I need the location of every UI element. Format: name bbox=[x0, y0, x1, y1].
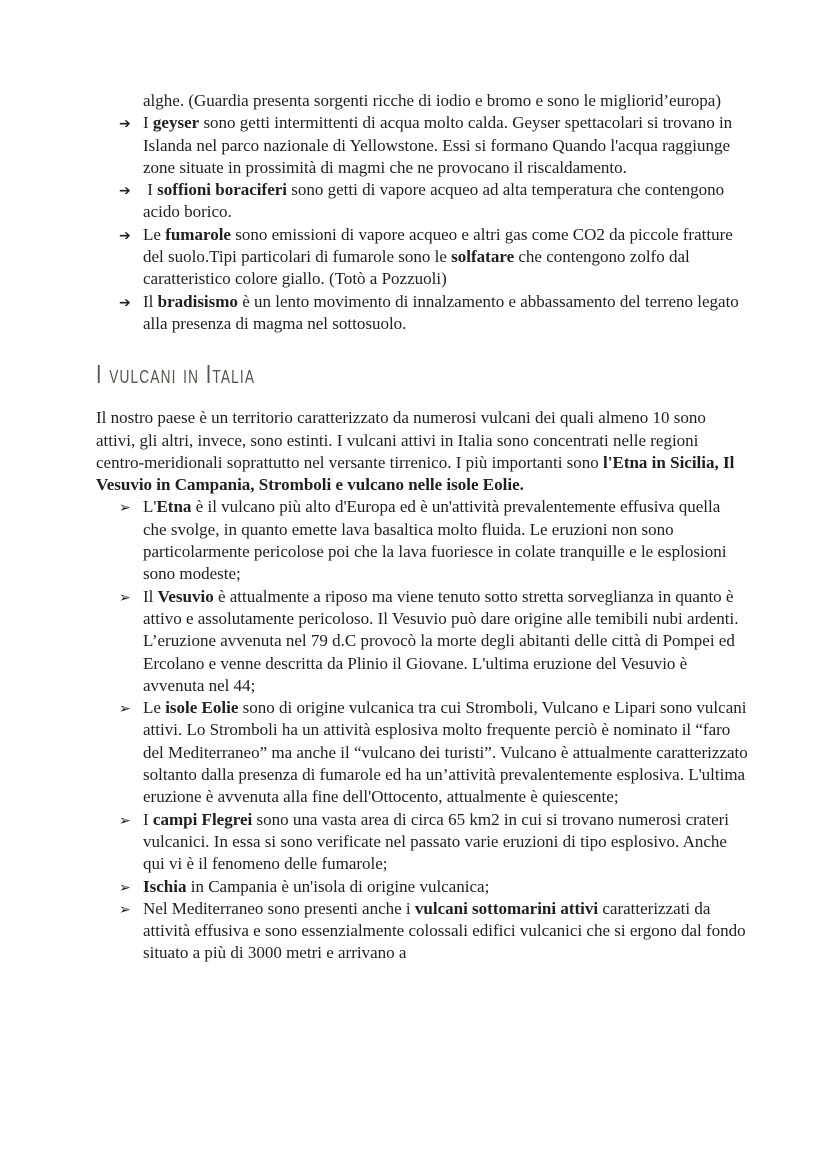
text-run: alghe. (Guardia presenta sorgenti ricche di iodio e bromo e sono le migliorid’europa) bbox=[143, 91, 721, 110]
arrow-bullet-icon: ➢ bbox=[119, 901, 131, 918]
text-run: Il bbox=[143, 586, 158, 606]
arrow-bullet-icon: ➢ bbox=[119, 589, 131, 606]
text-run: sono una vasta area di circa 65 km2 in cui si trovano numerosi crateri vulcanici. In essa si sono verificate nel passato varie eruzioni di tipo esplosivo. Anche qui vi è il fenomeno delle fumarole; bbox=[143, 809, 734, 874]
bold-text: solfatare bbox=[451, 247, 515, 267]
text-run: Il bbox=[143, 291, 158, 311]
list-item bbox=[96, 112, 748, 179]
bold-text: Ischia bbox=[143, 876, 187, 896]
bold-text: geyser bbox=[152, 113, 200, 133]
arrow-bullet-icon: ➢ bbox=[119, 879, 131, 896]
text-run: Nel Mediterraneo sono presenti anche i bbox=[143, 898, 415, 918]
arrow-bullet-icon: ➔ bbox=[119, 116, 131, 133]
text-run: sono emissioni di vapore acqueo e altri gas come CO2 da piccole fratture del suolo.Tipi particolari di fumarole sono le bbox=[143, 224, 738, 267]
bold-text: vulcani sottomarini attivi bbox=[414, 898, 599, 918]
text-run: sono getti di vapore acqueo ad alta temperatura che contengono acido borico. bbox=[143, 180, 729, 222]
list-item-text bbox=[143, 877, 489, 896]
list-item-text bbox=[143, 810, 733, 874]
arrow-bullet-icon: ➢ bbox=[119, 500, 131, 517]
list-item bbox=[96, 224, 748, 291]
text-run: in Campania è un'isola di origine vulcanica; bbox=[186, 876, 490, 896]
list-item-text bbox=[143, 180, 728, 221]
list-item bbox=[96, 179, 748, 224]
text-run: Il nostro paese è un territorio caratterizzato da numerosi vulcani dei quali almeno 10 sono attivi, gli altri, invece, sono estinti. I vulcani attivi in Italia sono concentrati nelle regioni centro-meridionali soprattutto nel versante tirrenico. I più importanti sono bbox=[96, 408, 711, 472]
list-item-text bbox=[143, 225, 737, 289]
text-run: sono getti intermittenti di acqua molto calda. Geyser spettacolari si trovano in Islanda nel parco nazionale di Yellowstone. Essi si formano Quando l'acqua raggiunge zone situate in prossimità di magmi che ne provocano il riscaldamento. bbox=[143, 113, 737, 177]
volcano-list bbox=[96, 496, 752, 964]
bold-text: bradisismo bbox=[157, 291, 238, 311]
text-run: caratterizzati da attività effusiva e sono essenzialmente colossali edifici vulcanici che si ergono dal fondo situato a più di 3000 metri e arrivano a bbox=[143, 898, 750, 963]
arrow-bullet-icon: ➔ bbox=[119, 227, 131, 244]
list-item-text bbox=[143, 91, 721, 110]
list-item bbox=[96, 876, 748, 898]
text-run: I bbox=[143, 809, 153, 829]
text-run: che contengono zolfo dal caratteristico colore giallo. (Totò a Pozzuoli) bbox=[143, 247, 694, 289]
text-run: sono di origine vulcanica tra cui Stromboli, Vulcano e Lipari sono vulcani attivi. Lo Stromboli ha un attività esplosiva molto frequente perciò è nominato il “faro del Mediterraneo” ma anche il “vulcano dei turisti”. Vulcano è attualmente caratterizzato soltanto dalla presenza di fumarole ed ha un’attività prevalentemente esplosiva. L'ultima eruzione è avvenuta alla fine dell'Ottocento, attualmente è quiescente; bbox=[143, 698, 752, 807]
list-item-text bbox=[143, 899, 750, 963]
bold-text: Etna bbox=[156, 497, 192, 517]
bold-text: fumarole bbox=[165, 224, 231, 244]
list-item bbox=[96, 697, 752, 808]
list-item bbox=[96, 809, 748, 876]
text-run: Le bbox=[143, 698, 166, 718]
list-item-text bbox=[143, 113, 736, 177]
list-item bbox=[96, 496, 748, 585]
list-item bbox=[96, 291, 748, 336]
arrow-bullet-icon: ➢ bbox=[119, 701, 131, 718]
bold-text: l'Etna in Sicilia, Il Vesuvio in Campania, Stromboli e vulcano nelle isole Eolie. bbox=[96, 452, 739, 495]
bold-text: soffioni boraciferi bbox=[157, 180, 288, 200]
list-item-text bbox=[143, 587, 743, 695]
phenomena-list bbox=[96, 90, 748, 335]
bold-text: isole Eolie bbox=[165, 698, 239, 718]
list-item-continuation bbox=[96, 90, 748, 112]
list-item-text bbox=[143, 698, 752, 806]
section-heading: I vulcani in Italia bbox=[96, 359, 256, 390]
text-run: L' bbox=[143, 497, 157, 517]
list-item bbox=[96, 586, 748, 697]
text-run: I bbox=[143, 180, 158, 200]
bold-text: campi Flegrei bbox=[152, 809, 253, 829]
text-run: I bbox=[143, 113, 153, 133]
intro-paragraph bbox=[96, 407, 748, 496]
list-item-text bbox=[143, 497, 731, 583]
list-item-text bbox=[143, 292, 743, 333]
arrow-bullet-icon: ➢ bbox=[119, 812, 131, 829]
text-run: è attualmente a riposo ma viene tenuto sotto stretta sorveglianza in quanto è attivo e assolutamente pericoloso. Il Vesuvio può dare origine alle temibili nubi ardenti. L’eruzione avvenuta nel 79 d.C provocò la morte degli abitanti delle città di Pompei ed Ercolano e venne descritta da Plinio il Giovane. L'ultima eruzione del Vesuvio è avvenuta nel 44; bbox=[143, 586, 743, 695]
arrow-bullet-icon: ➔ bbox=[119, 183, 131, 200]
arrow-bullet-icon: ➔ bbox=[119, 294, 131, 311]
bold-text: Vesuvio bbox=[157, 586, 214, 606]
text-run: è il vulcano più alto d'Europa ed è un'attività prevalentemente effusiva quella che svolge, in quanto emette lava basaltica molto fluida. Le eruzioni non sono particolarmente pericolose poi che la lava fuoriesce in colate tranquille e le esplosioni sono modeste; bbox=[143, 497, 731, 584]
list-item bbox=[96, 898, 748, 965]
text-run: Le bbox=[143, 224, 166, 244]
text-run: è un lento movimento di innalzamento e abbassamento del terreno legato alla presenza di magma nel sottosuolo. bbox=[143, 291, 744, 333]
